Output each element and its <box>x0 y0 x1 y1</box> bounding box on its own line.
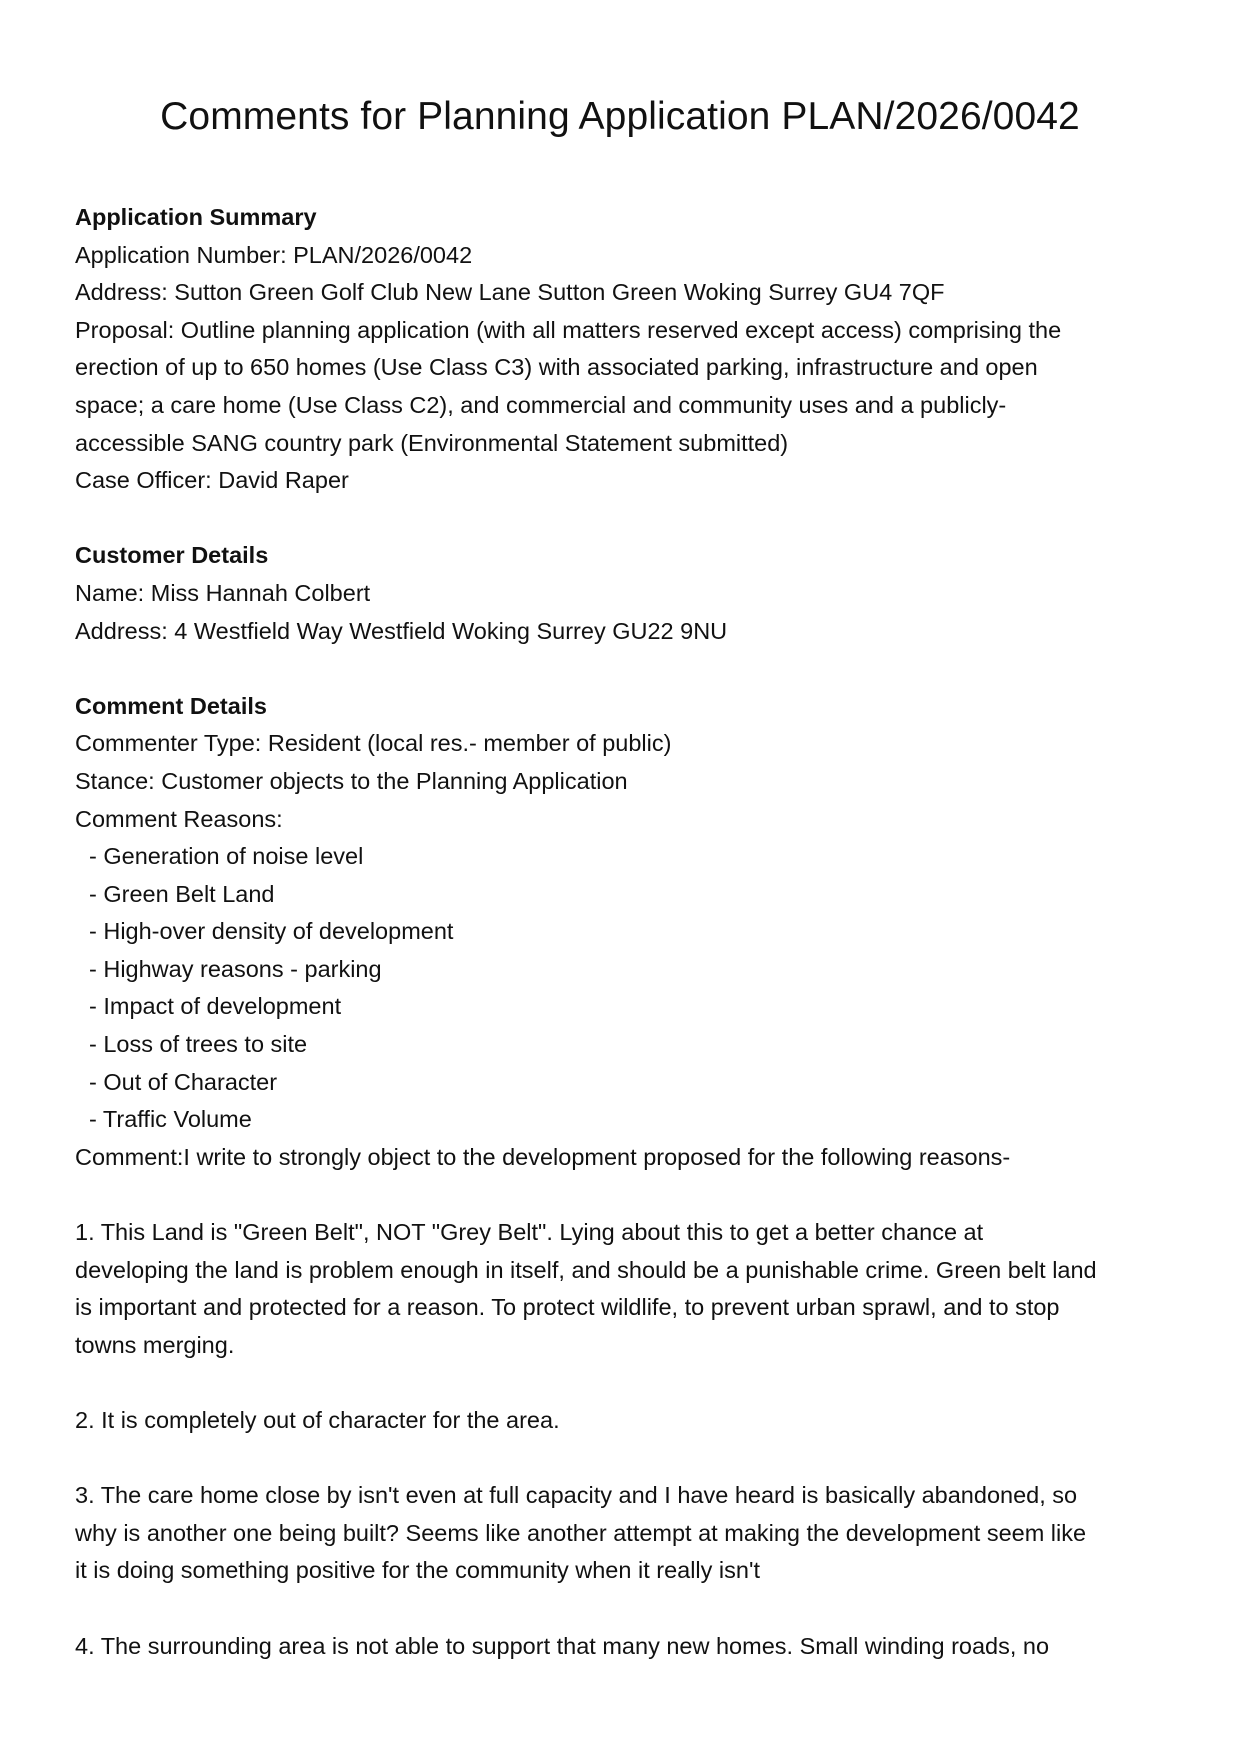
comment-reason-item: - Out of Character <box>89 1068 278 1095</box>
comment-reason-item: - Loss of trees to site <box>89 1031 308 1058</box>
comment-text-line: why is another one being built? Seems like another attempt at making the development seem like <box>75 1519 1087 1546</box>
customer-details-section <box>75 537 1175 650</box>
proposal-line: space; a care home (Use Class C2), and commercial and community uses and a publicly- <box>75 391 1007 418</box>
comment-reason-item: - Green Belt Land <box>89 880 275 907</box>
comment-reasons-list <box>75 838 1175 1139</box>
comment-details-heading: Comment Details <box>75 692 267 719</box>
spacer <box>75 650 1175 688</box>
comment-intro: Comment:I write to strongly object to the development proposed for the following reasons- <box>75 1143 1011 1170</box>
comment-reason-item: - High-over density of development <box>89 918 454 945</box>
comment-text-line: towns merging. <box>75 1331 235 1358</box>
customer-details-heading: Customer Details <box>75 542 269 569</box>
comment-reason-item: - Generation of noise level <box>89 843 364 870</box>
spacer <box>75 1440 1175 1478</box>
customer-address: Address: 4 Westfield Way Westfield Woking Surrey GU22 9NU <box>75 617 728 644</box>
spacer <box>75 500 1175 538</box>
application-summary-heading: Application Summary <box>75 204 317 230</box>
spacer <box>75 1590 1175 1628</box>
commenter-type: Commenter Type: Resident (local res.- member of public) <box>75 730 672 757</box>
comment-text-line: 4. The surrounding area is not able to support that many new homes. Small winding roads, no <box>75 1632 1050 1659</box>
customer-name: Name: Miss Hannah Colbert <box>75 579 371 606</box>
application-address: Address: Sutton Green Golf Club New Lane Sutton Green Woking Surrey GU4 7QF <box>75 279 945 306</box>
document-body <box>75 199 1175 1665</box>
comment-details-section <box>75 688 1175 1665</box>
spacer <box>75 1364 1175 1402</box>
comment-point-3 <box>75 1477 1175 1590</box>
proposal-line: accessible SANG country park (Environmental Statement submitted) <box>75 429 789 456</box>
application-number: Application Number: PLAN/2026/0042 <box>75 241 473 268</box>
comment-text-line: is important and protected for a reason. To protect wildlife, to prevent urban sprawl, and to stop <box>75 1294 1060 1321</box>
comment-reason-item: - Traffic Volume <box>89 1106 252 1133</box>
case-officer: Case Officer: David Raper <box>75 467 349 494</box>
comment-text-line: 2. It is completely out of character for the area. <box>75 1407 560 1433</box>
application-summary-section <box>75 199 1175 500</box>
proposal-line: erection of up to 650 homes (Use Class C3) with associated parking, infrastructure and open <box>75 354 1038 381</box>
comment-reasons-label: Comment Reasons: <box>75 805 283 832</box>
comment-reason-item: - Impact of development <box>89 993 342 1020</box>
comment-text-line: 3. The care home close by isn't even at full capacity and I have heard is basically abandoned, so <box>75 1482 1078 1509</box>
comment-point-4 <box>75 1628 1175 1666</box>
page-title: Comments for Planning Application PLAN/2026/0042 <box>160 95 1080 138</box>
proposal-line: Proposal: Outline planning application (with all matters reserved except access) comprising the <box>75 316 1062 343</box>
comment-reason-item: - Highway reasons - parking <box>89 955 382 982</box>
stance: Stance: Customer objects to the Planning Application <box>75 767 628 794</box>
comment-text-line: developing the land is problem enough in itself, and should be a punishable crime. Green belt land <box>75 1256 1097 1283</box>
comment-text-line: it is doing something positive for the community when it really isn't <box>75 1557 760 1584</box>
comment-point-1 <box>75 1214 1175 1364</box>
comment-point-2 <box>75 1402 1175 1440</box>
spacer <box>75 1176 1175 1214</box>
comment-text-line: 1. This Land is "Green Belt", NOT "Grey Belt". Lying about this to get a better chance at <box>75 1219 984 1246</box>
